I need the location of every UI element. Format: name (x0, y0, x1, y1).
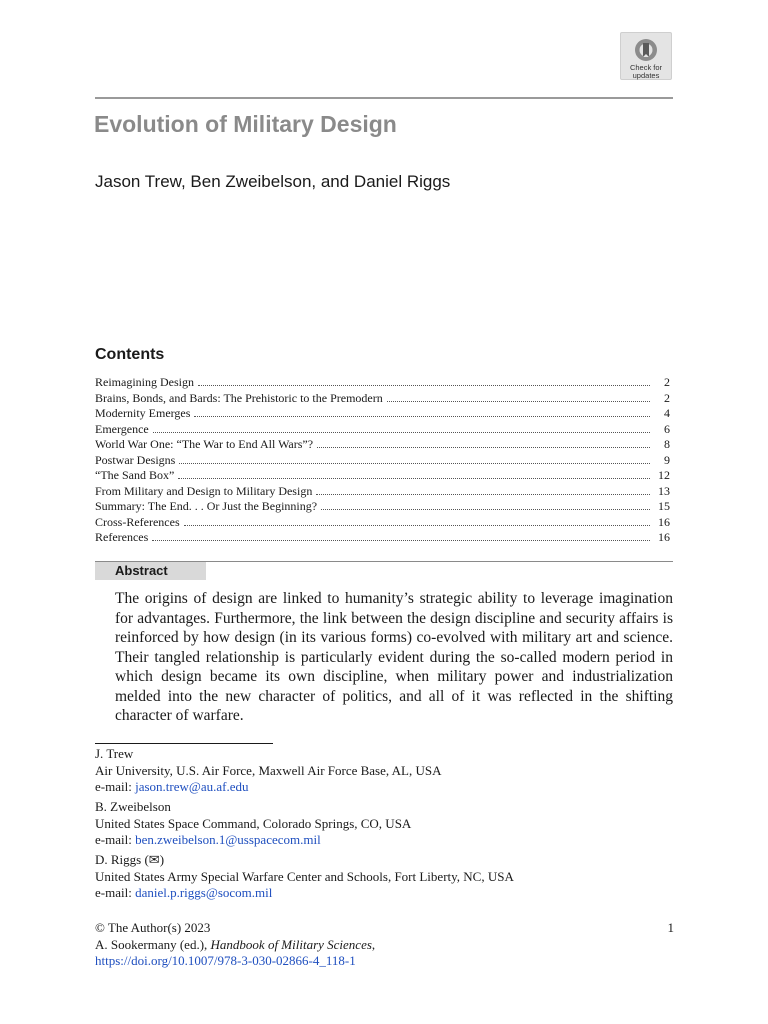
publication-info (95, 920, 375, 970)
toc-item-page: 2 (664, 375, 670, 389)
toc-item[interactable] (95, 437, 674, 453)
footnote-rule (95, 743, 273, 744)
chapter-title: Evolution of Military Design (94, 111, 397, 137)
toc-leader-dots (184, 525, 650, 526)
toc-item-label: Reimagining Design (95, 375, 194, 389)
editor-prefix: A. Sookermany (ed.), (95, 936, 211, 952)
check-updates-icon (633, 37, 659, 63)
abstract-label: Abstract (95, 562, 206, 580)
doi-link[interactable]: https://doi.org/10.1007/978-3-030-02866-4_118-1 (95, 953, 356, 968)
affiliation-name: B. Zweibelson (95, 799, 171, 814)
toc-leader-dots (178, 478, 650, 479)
table-of-contents (95, 375, 674, 546)
toc-item[interactable] (95, 468, 674, 484)
editor-suffix: , (371, 936, 376, 952)
toc-item[interactable] (95, 453, 674, 469)
email-prefix: e-mail: (95, 832, 136, 847)
page-number: 1 (667, 920, 674, 935)
copyright: © The Author(s) 2023 (95, 920, 211, 935)
toc-item[interactable] (95, 499, 674, 515)
book-citation (95, 937, 375, 954)
affiliation-org: Air University, U.S. Air Force, Maxwell Air Force Base, AL, USA (95, 762, 442, 778)
email-link-riggs[interactable]: daniel.p.riggs@socom.mil (135, 885, 273, 900)
affiliation-email-line (95, 832, 411, 849)
contents-heading: Contents (95, 346, 165, 363)
toc-item-label: From Military and Design to Military Design (95, 483, 313, 498)
toc-item[interactable] (95, 375, 674, 391)
toc-item[interactable] (95, 530, 674, 546)
badge-label (621, 64, 671, 80)
toc-leader-dots (321, 509, 650, 510)
author-list: Jason Trew, Ben Zweibelson, and Daniel Riggs (95, 172, 451, 191)
toc-leader-dots (153, 432, 650, 433)
toc-item[interactable] (95, 422, 674, 438)
toc-leader-dots (316, 494, 650, 495)
toc-item-page: 15 (658, 499, 670, 513)
abstract-text: The origins of design are linked to humanity’s strategic ability to leverage imagination for advantages. Furthermore, the link between the design discipline and security affairs is reinforced by how design (in its various forms) co-evolved with military art and science. Their tangled relationship is particularly evident during the so-called modern period in which design became its own discipline, when military power and industrialization melded into the new character of politics, and all of it was reflected in the shifting character of warfare. (115, 590, 673, 724)
toc-item-label: Summary: The End. . . Or Just the Beginning? (95, 499, 318, 513)
toc-item-label: Cross-References (95, 514, 180, 529)
email-link-trew[interactable]: jason.trew@au.af.edu (135, 779, 249, 794)
toc-item-label: World War One: “The War to End All Wars”? (95, 437, 314, 451)
title-rule (95, 97, 673, 99)
toc-item-page: 9 (664, 452, 670, 467)
toc-item-page: 4 (664, 406, 670, 420)
toc-item-page: 12 (658, 468, 670, 482)
toc-item-label: References (95, 530, 149, 544)
email-prefix: e-mail: (95, 885, 136, 900)
toc-leader-dots (317, 447, 650, 448)
toc-item-page: 16 (658, 530, 670, 544)
affiliation-email-line (95, 885, 514, 902)
affiliation-trew (95, 746, 442, 796)
toc-leader-dots (194, 416, 650, 417)
email-prefix: e-mail: (95, 779, 136, 794)
affiliation-email-line (95, 779, 442, 796)
toc-item[interactable] (95, 484, 674, 500)
affiliation-riggs (95, 852, 514, 902)
toc-item-page: 16 (658, 514, 670, 529)
toc-item-page: 13 (658, 483, 670, 498)
toc-leader-dots (198, 385, 650, 386)
email-link-zweibelson[interactable]: ben.zweibelson.1@usspacecom.mil (135, 832, 321, 847)
toc-item[interactable] (95, 515, 674, 531)
toc-item-page: 6 (664, 421, 670, 436)
toc-item[interactable] (95, 406, 674, 422)
toc-item-label: Emergence (95, 421, 149, 436)
toc-item[interactable] (95, 391, 674, 407)
toc-item-label: Modernity Emerges (95, 406, 191, 420)
toc-item-label: Postwar Designs (95, 452, 176, 467)
affiliation-zweibelson (95, 799, 411, 849)
toc-leader-dots (152, 540, 650, 541)
toc-item-page: 2 (664, 390, 670, 405)
toc-leader-dots (387, 401, 650, 402)
book-title: Handbook of Military Sciences (210, 936, 372, 952)
badge-line-1: Check for (629, 63, 663, 72)
affiliation-name: D. Riggs (✉) (95, 852, 165, 867)
affiliation-org: United States Army Special Warfare Center and Schools, Fort Liberty, NC, USA (95, 868, 514, 884)
affiliation-org: United States Space Command, Colorado Springs, CO, USA (95, 815, 412, 831)
badge-line-2: updates (632, 71, 660, 80)
toc-leader-dots (179, 463, 650, 464)
toc-item-label: “The Sand Box” (95, 468, 175, 482)
check-for-updates-badge[interactable] (620, 32, 672, 80)
toc-item-page: 8 (664, 437, 670, 451)
affiliation-name: J. Trew (95, 746, 134, 761)
toc-item-label: Brains, Bonds, and Bards: The Prehistoric to the Premodern (95, 390, 383, 405)
